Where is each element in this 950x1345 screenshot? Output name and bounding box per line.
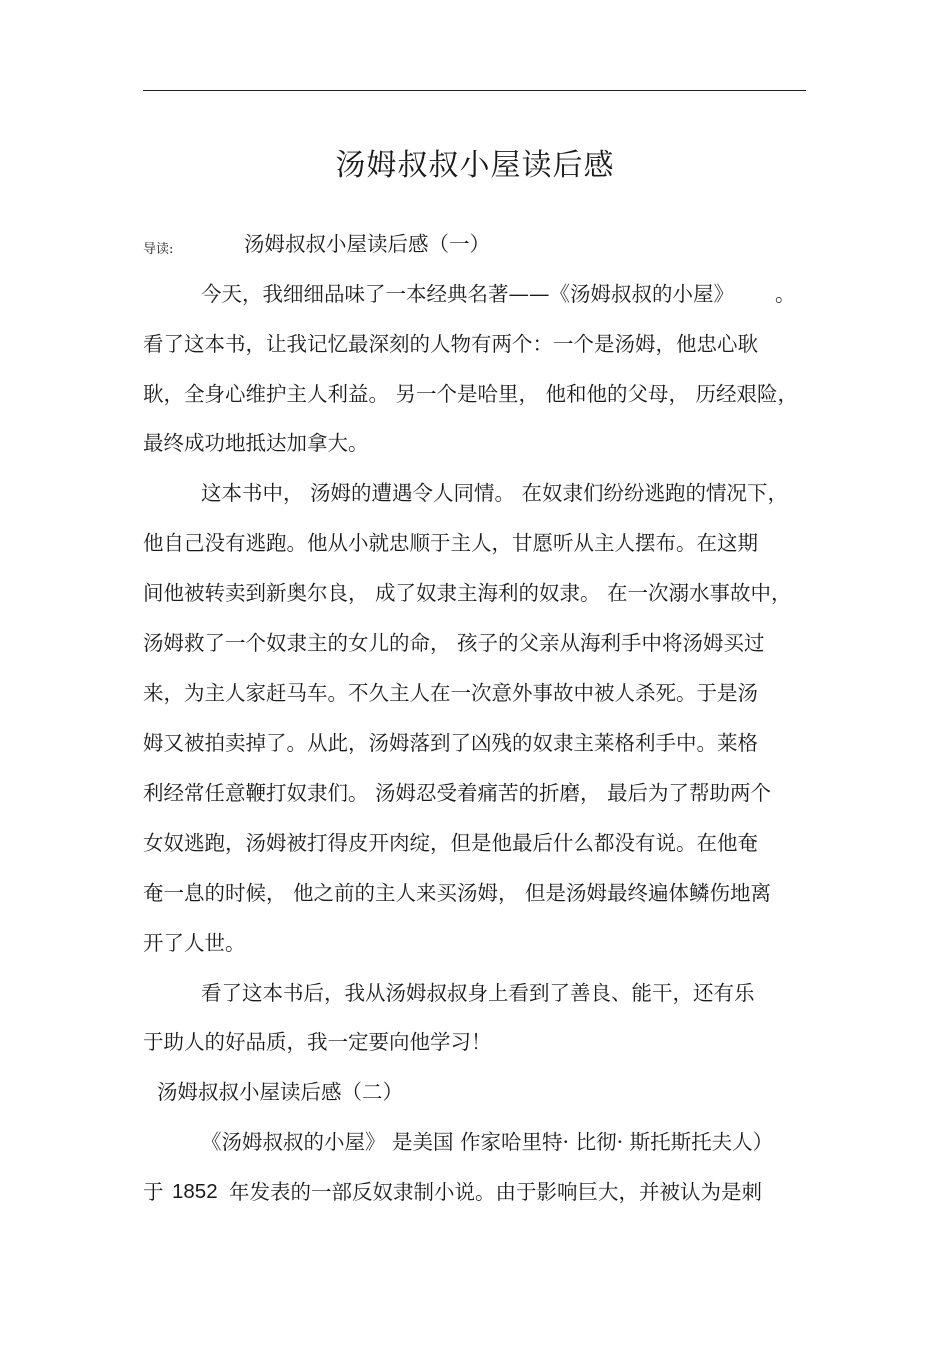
document-title: 汤姆叔叔小屋读后感 bbox=[335, 148, 615, 183]
paragraph-line: 这本书中， 汤姆的遭遇令人同情。 在奴隶们纷纷逃跑的情况下， bbox=[201, 481, 789, 505]
paragraph-line: 利经常任意鞭打奴隶们。 汤姆忍受着痛苦的折磨， 最后为了帮助两个 bbox=[143, 781, 772, 805]
paragraph-line: 最终成功地抵达加拿大。 bbox=[143, 431, 369, 455]
guide-heading: 汤姆叔叔小屋读后感（一） bbox=[244, 232, 490, 256]
paragraph-line: 耿，全身心维护主人利益。 另一个是哈里， 他和他的父母， 历经艰险， bbox=[143, 382, 799, 406]
paragraph-line: 今天，我细细品味了一本经典名著——《汤姆叔叔的小屋》 bbox=[201, 282, 734, 306]
paragraph-line: 女奴逃跑，汤姆被打得皮开肉绽，但是他最后什么都没有说。在他奄 bbox=[143, 831, 758, 855]
paragraph-line: 看了这本书后，我从汤姆叔叔身上看到了善良、能干，还有乐 bbox=[201, 981, 755, 1005]
section-heading: 汤姆叔叔小屋读后感（二） bbox=[157, 1080, 403, 1104]
header-rule bbox=[143, 90, 806, 91]
paragraph-line: 。 bbox=[775, 282, 796, 306]
paragraph-line: 《汤姆叔叔的小屋》 是美国 作家哈里特· 比彻· 斯托斯托夫人） bbox=[201, 1130, 774, 1154]
paragraph-line: 汤姆救了一个奴隶主的女儿的命， 孩子的父亲从海利手中将汤姆买过 bbox=[143, 631, 765, 655]
guide-label: 导读: bbox=[143, 242, 174, 257]
paragraph-line: 奄一息的时候， 他之前的主人来买汤姆， 但是汤姆最终遍体鳞伤地离 bbox=[143, 881, 772, 905]
paragraph-line: 于助人的好品质，我一定要向他学习！ bbox=[143, 1030, 492, 1054]
paragraph-line: 开了人世。 bbox=[143, 931, 246, 955]
paragraph-line: 间他被转卖到新奥尔良， 成了奴隶主海利的奴隶。 在一次溺水事故中， bbox=[143, 581, 792, 605]
paragraph-line: 姆又被拍卖掉了。从此，汤姆落到了凶残的奴隶主莱格利手中。莱格 bbox=[143, 731, 758, 755]
paragraph-line: 看了这本书，让我记忆最深刻的人物有两个：一个是汤姆，他忠心耿 bbox=[143, 332, 758, 356]
paragraph-line: 年发表的一部反奴隶制小说。由于影响巨大，并被认为是刺 bbox=[229, 1180, 762, 1204]
paragraph-line: 他自己没有逃跑。他从小就忠顺于主人，甘愿听从主人摆布。在这期 bbox=[143, 531, 758, 555]
paragraph-line: 于 bbox=[143, 1180, 164, 1204]
paragraph-line: 来，为主人家赶马车。不久主人在一次意外事故中被人杀死。于是汤 bbox=[143, 681, 758, 705]
year-number: 1852 bbox=[172, 1180, 218, 1203]
